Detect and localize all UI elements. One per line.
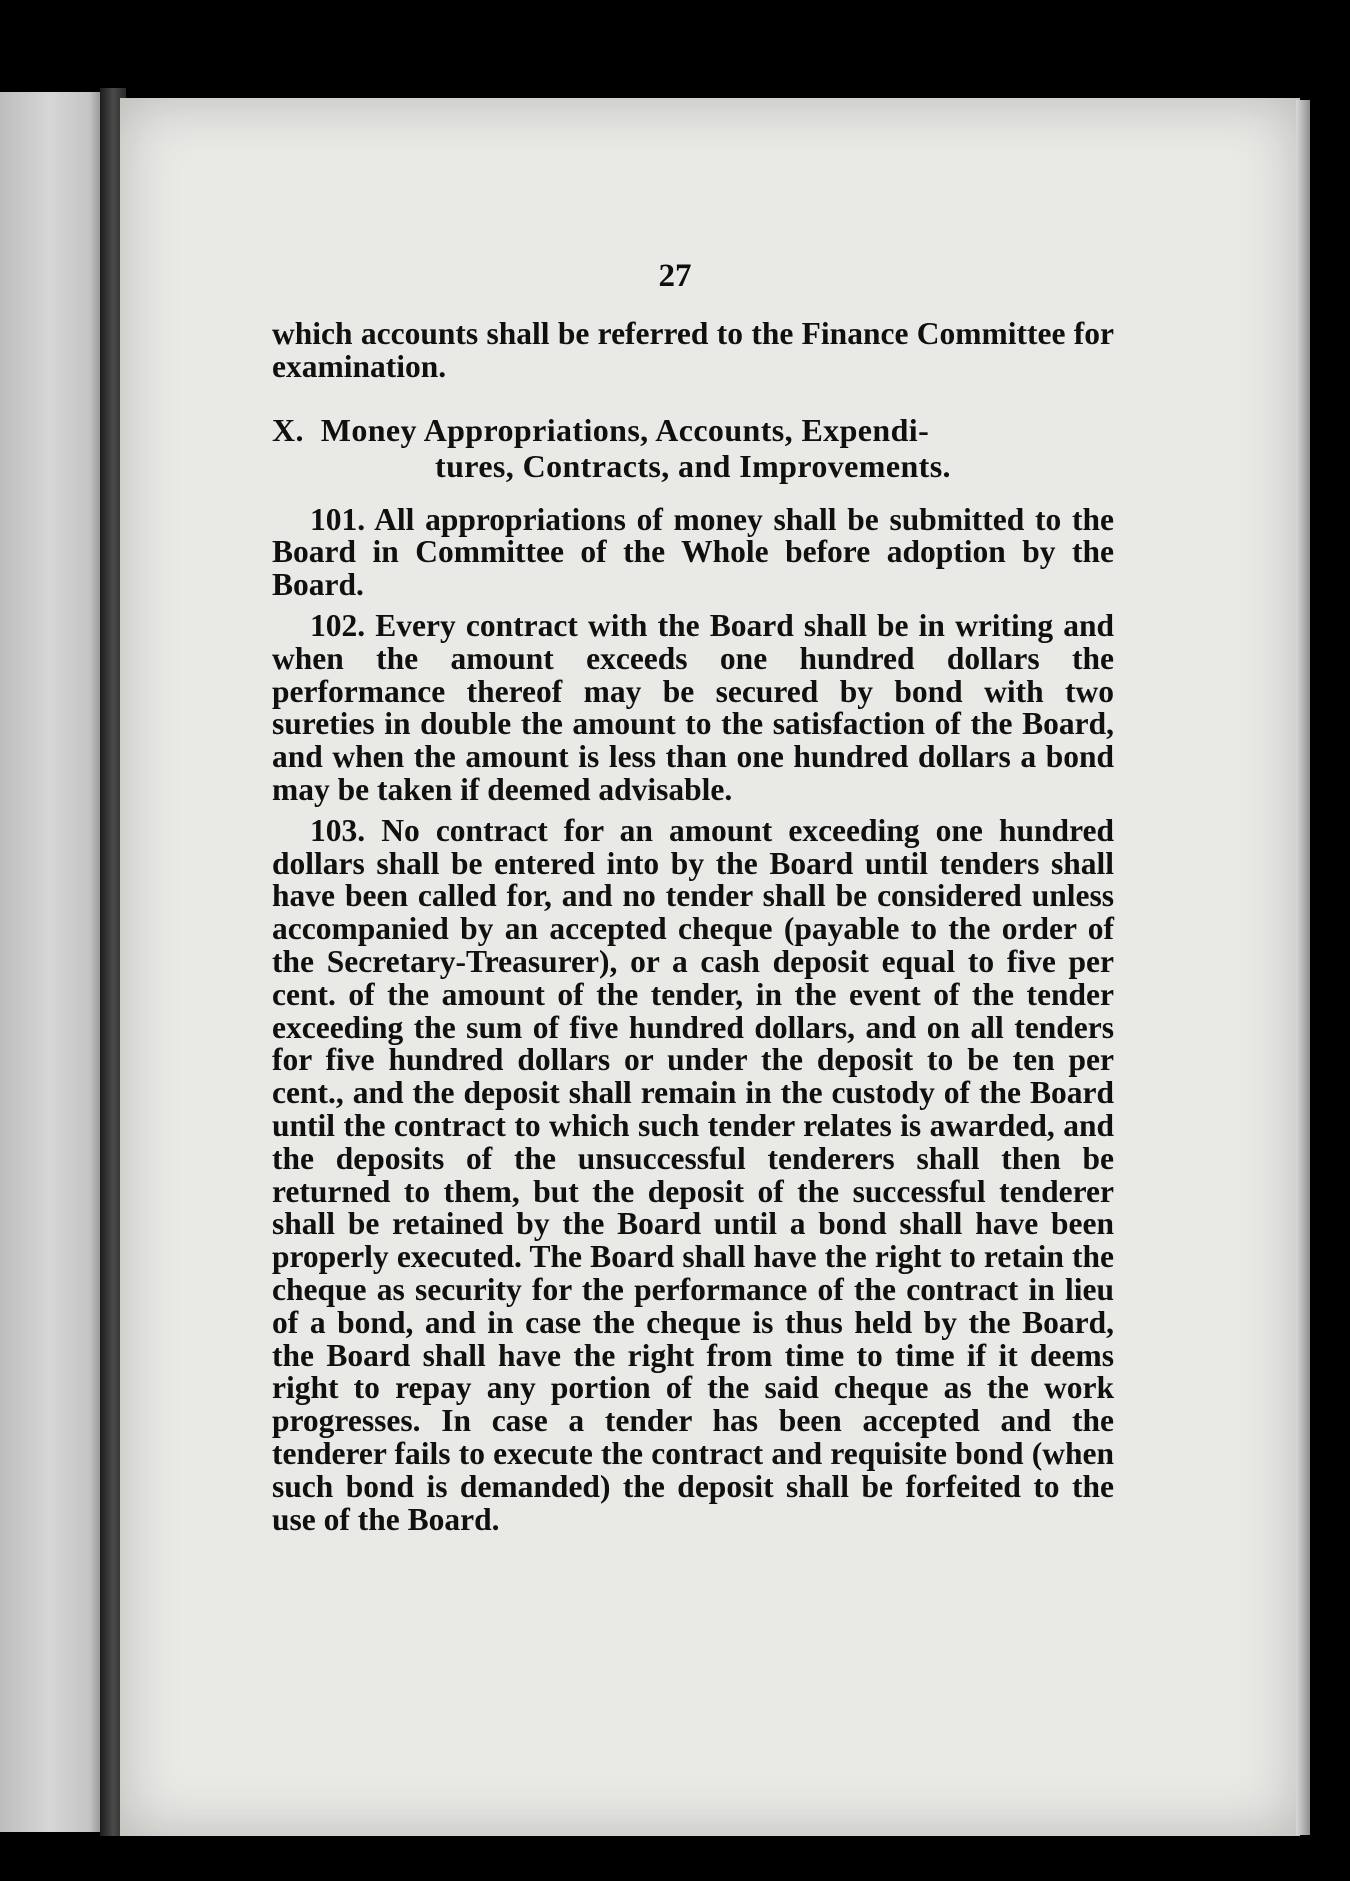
section-numeral: X. bbox=[272, 411, 304, 448]
section-heading bbox=[272, 412, 1114, 484]
paragraph-101: 101. All appropriations of money shall be submitted to the Board in Committee of the Whole before adoption by the Board. bbox=[272, 501, 1114, 603]
paragraph-103: 103. No contract for an amount exceeding one hundred dollars shall be entered into by the Board until tenders shall have been called for, and no tender shall be considered unless accompanied by an accepted cheque (payable to the order of the Secretary-Treasurer), or a cash deposit equal to five per cent. of the amount of the tender, in the event of the tender exceeding the sum of five hundred dollars, and on all tenders for five hundred dollars or under the deposit to be ten per cent., and the deposit shall remain in the custody of the Board until the contract to which such tender relates is awarded, and the deposits of the unsuccessful tenderers shall then be returned to them, but the deposit of the successful tenderer shall be retained by the Board until a bond shall have been properly executed. The Board shall have the right to retain the cheque as security for the performance of the contract in lieu of a bond, and in case the cheque is thus held by the Board, the Board shall have the right from time to time if it deems right to repay any portion of the said cheque as the work progresses. In case a tender has been accepted and the tenderer fails to execute the contract and requisite bond (when such bond is demanded) the deposit shall be forfeited to the use of the Board. bbox=[272, 812, 1114, 1537]
paragraph-102: 102. Every contract with the Board shall be in writing and when the amount exceeds one hundred dollars the performance thereof may be secured by bond with two sureties in double the amount to the satisfaction of the Board, and when the amount is less than one hundred dollars a bond may be taken if deemed advisable. bbox=[272, 607, 1114, 807]
page-number: 27 bbox=[658, 258, 692, 294]
section-heading-line-1 bbox=[272, 412, 1114, 448]
page-edge bbox=[1296, 100, 1310, 1835]
page-body bbox=[272, 318, 1114, 1536]
section-title-part-2: tures, Contracts, and Improvements. bbox=[435, 447, 951, 484]
facing-page-sliver bbox=[0, 92, 112, 1832]
section-title-part-1: Money Appropriations, Accounts, Expendi- bbox=[320, 411, 930, 448]
continuation-paragraph: which accounts shall be referred to the Finance Committee for examination. bbox=[272, 316, 1114, 384]
